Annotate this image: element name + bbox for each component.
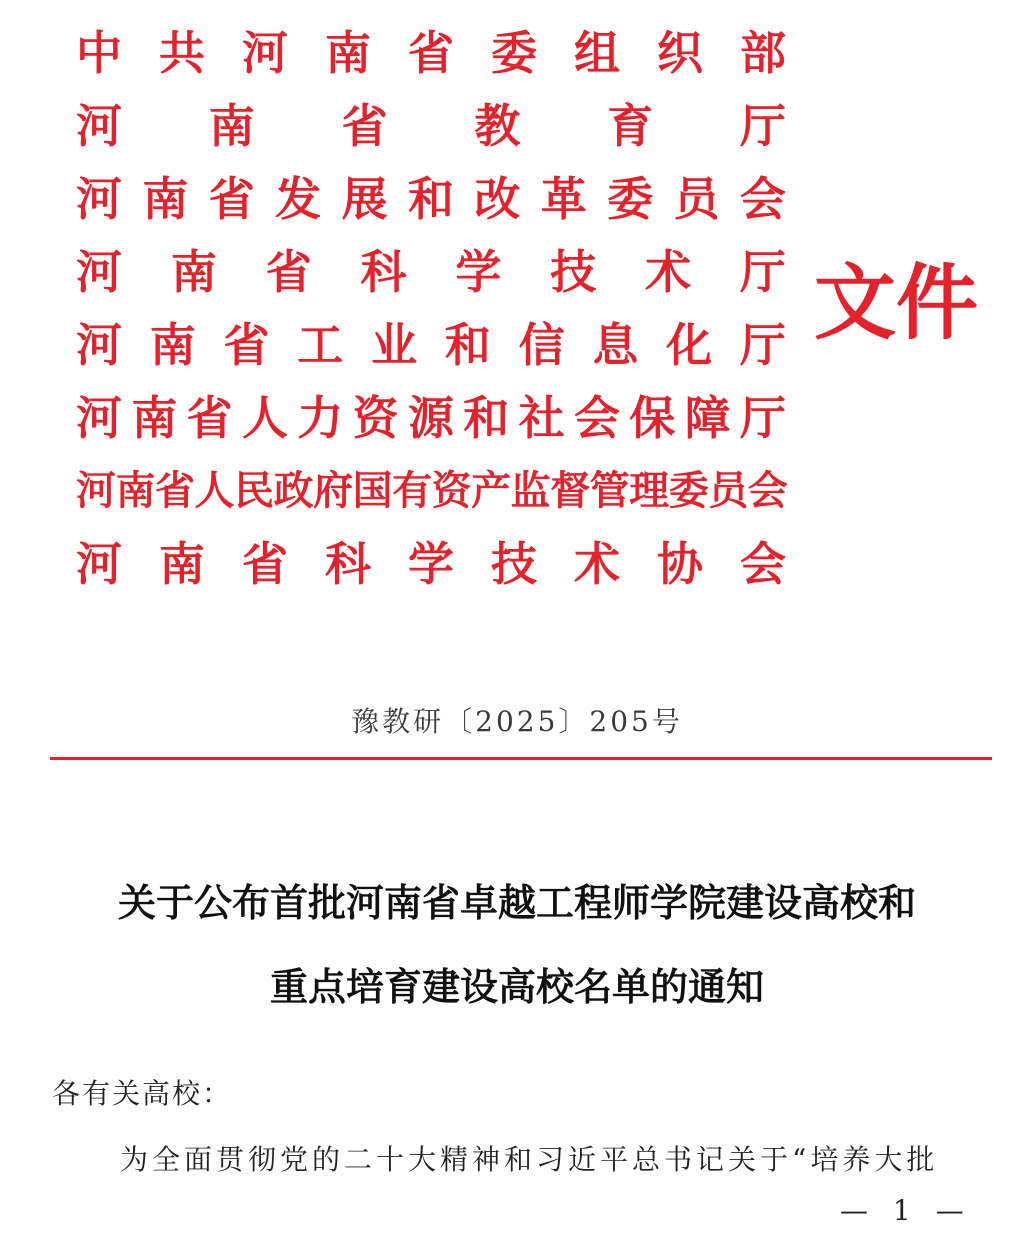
issuer-char: 政 [273,467,312,514]
issuer-char: 科 [325,536,371,591]
issuer-char: 和 [407,171,454,226]
issuer-char: 化 [666,317,713,372]
issuer-char: 省 [408,25,454,80]
issuer-char: 厅 [739,244,786,299]
issuer-char: 人 [241,390,288,445]
issuer-char: 和 [444,317,491,372]
issuer-char: 国 [352,467,391,514]
issuer-char: 技 [550,244,597,299]
issuer-char: 发 [275,171,322,226]
issuer-char: 省 [341,98,388,153]
issuer-char: 学 [408,536,454,591]
issuer-char: 南 [170,244,217,299]
issuer-char: 南 [142,171,189,226]
issuer-list [76,16,786,600]
issuer-char: 厅 [739,317,786,372]
issuer-char: 业 [371,317,418,372]
document-title-line-2: 重点培育建设高校名单的通知 [269,965,764,1009]
issuer-char: 技 [491,536,537,591]
issuer-char: 有 [392,467,431,514]
issuer-char: 河 [76,536,122,591]
issuer-char: 南 [149,317,196,372]
issuer-char: 人 [194,467,233,514]
issuer-char: 息 [592,317,639,372]
issuer-char: 厅 [739,98,786,153]
issuer-char: 组 [574,25,620,80]
issuer-char: 府 [313,467,352,514]
issuer-char: 厅 [739,390,786,445]
issuer-char: 省 [265,244,312,299]
issuer-char: 河 [76,171,122,226]
issuer-char: 南 [208,98,255,153]
issuer-char: 社 [518,390,565,445]
issuer-char: 省 [223,317,270,372]
issuer-char: 会 [573,390,620,445]
issuer-char: 督 [550,467,589,514]
red-divider [50,757,992,760]
issuer-char: 育 [607,98,654,153]
body-paragraph-start: 为全面贯彻党的二十大精神和习近平总书记关于“培养大批 [120,1143,939,1176]
issuer-char: 产 [471,467,510,514]
issuer-line [76,308,786,381]
issuer-char: 会 [747,467,786,514]
issuer-char: 监 [510,467,549,514]
issuer-char: 省 [155,467,194,514]
issuer-line [76,235,786,308]
issuer-char: 和 [463,390,510,445]
issuer-char: 省 [208,171,255,226]
issuer-char: 河 [242,25,288,80]
issuer-char: 保 [629,390,676,445]
issuer-char: 术 [645,244,692,299]
document-title-line-1: 关于公布首批河南省卓越工程师学院建设高校和 [117,881,916,925]
issuer-line [76,162,786,235]
issuer-char: 河 [76,390,122,445]
page-number: — 1 — [840,1194,972,1227]
issuer-char: 南 [131,390,178,445]
salutation: 各有关高校： [52,1077,233,1110]
issuer-char: 民 [234,467,273,514]
issuer-char: 学 [455,244,502,299]
issuer-char: 河 [76,317,122,372]
issuer-line [76,454,786,527]
issuer-char: 部 [740,25,786,80]
issuer-char: 会 [739,171,786,226]
issuer-line [76,527,786,600]
issuer-char: 员 [708,467,747,514]
issuer-char: 理 [629,467,668,514]
issuer-char: 河 [76,467,114,514]
issuer-char: 障 [684,390,731,445]
issuer-char: 委 [491,25,537,80]
issuer-char: 教 [474,98,521,153]
issuer-char: 河 [76,244,122,299]
document-suffix: 文件 [814,255,979,351]
issuer-line [76,89,786,162]
issuer-line [76,381,786,454]
issuer-char: 资 [431,467,470,514]
issuer-char: 省 [186,390,233,445]
issuer-char: 展 [341,171,388,226]
issuer-char: 员 [673,171,720,226]
issuer-char: 科 [360,244,407,299]
document-number: 豫教研〔2025〕205号 [351,705,683,738]
issuer-char: 革 [540,171,587,226]
issuer-char: 会 [740,536,786,591]
issuer-char: 省 [242,536,288,591]
issuer-char: 南 [159,536,205,591]
issuer-char: 信 [518,317,565,372]
issuer-line [76,16,786,89]
issuer-char: 源 [407,390,454,445]
issuer-char: 资 [352,390,399,445]
issuer-char: 中 [76,25,122,80]
issuer-char: 改 [474,171,521,226]
issuer-char: 共 [159,25,205,80]
issuer-char: 术 [574,536,620,591]
issuer-char: 力 [297,390,344,445]
issuer-char: 南 [325,25,371,80]
issuer-char: 南 [115,467,154,514]
issuer-char: 委 [668,467,707,514]
issuer-char: 河 [76,98,122,153]
issuer-char: 协 [657,536,703,591]
issuer-char: 工 [297,317,344,372]
issuer-char: 织 [657,25,703,80]
issuer-char: 管 [589,467,628,514]
issuer-char: 委 [607,171,654,226]
